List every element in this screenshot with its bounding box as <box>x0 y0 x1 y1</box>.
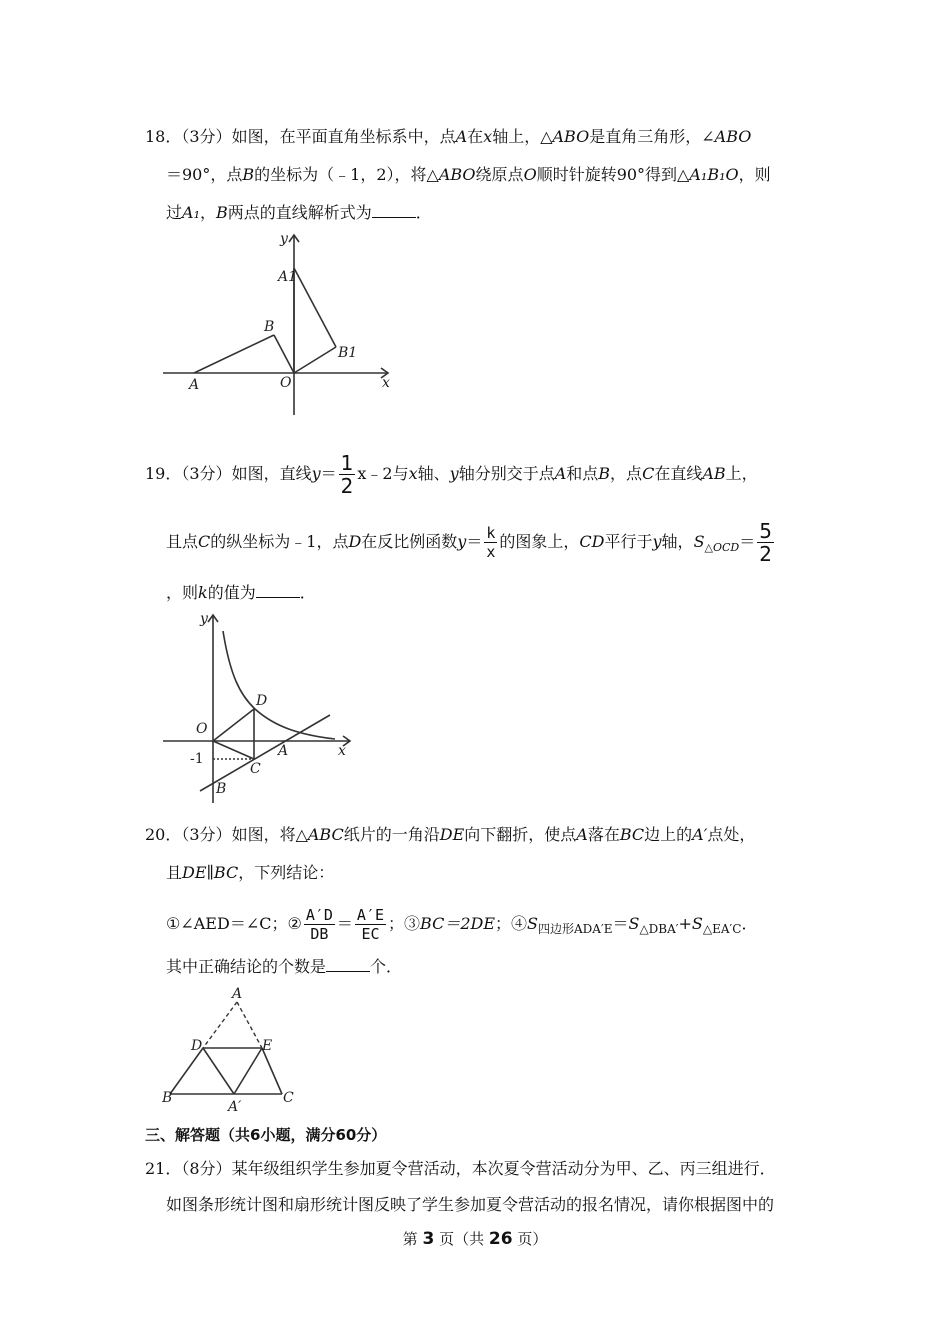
page-footer: 第 3 页（共 26 页） <box>402 1229 548 1249</box>
point-e-label: E <box>262 1038 273 1054</box>
y-axis-label: y <box>200 611 208 627</box>
q20-figure <box>162 984 302 1114</box>
point-a1-label: A1 <box>278 269 298 285</box>
q19-figure <box>160 605 360 805</box>
answer-blank <box>372 203 416 218</box>
point-d-label: D <box>256 693 268 709</box>
q18-figure <box>160 225 400 420</box>
point-d-label: D <box>191 1038 203 1054</box>
origin-label: O <box>280 375 292 391</box>
fraction-k-over-x: $\frac{k}{x}$ <box>486 524 496 561</box>
q18-line2: ＝90°，点B的坐标为（﹣1，2），将△ABO绕原点O顺时针旋转90°得到△A₁B₁O，则 <box>166 165 771 184</box>
answer-blank <box>256 583 300 598</box>
q19-line1: 19．（3分）如图，直线y＝ $\frac{1}{2}$ x﹣2与x轴、y轴分别交于点A和点B，点C在直线AB上， <box>145 451 758 498</box>
x-axis-label: x <box>382 375 390 391</box>
fraction-five-halves: $\frac{5}{2}$ <box>759 519 772 566</box>
minus-one-label: -1 <box>190 751 204 767</box>
point-a-label: A <box>278 743 289 759</box>
x-axis-label: x <box>338 743 346 759</box>
fraction-ad-db: $\frac{A'D}{DB}$ <box>305 906 333 943</box>
point-a-label: A <box>232 986 243 1002</box>
q19-line3: ，则k的值为 ． <box>166 583 316 602</box>
origin-label: O <box>196 721 208 737</box>
total-pages: 26 <box>488 1229 513 1249</box>
q20-line4: 其中正确结论的个数是 个． <box>166 957 403 976</box>
q19-line2: 且点C的纵坐标为﹣1，点D在反比例函数y＝ $\frac{k}{x}$ 的图象上，CD平行于y轴，$S_{\triangle OCD}=$ $\frac{5}{2}$ <box>166 519 772 566</box>
q20-line2: 且DE∥BC，下列结论： <box>166 863 335 882</box>
fraction-one-half: $\frac{1}{2}$ <box>340 451 354 498</box>
q18-line1: 18．（3分）如图，在平面直角坐标系中，点A在x轴上，△ABO是直角三角形，∠ABO <box>145 127 752 146</box>
q21-line1: 21．（8分）某年级组织学生参加夏令营活动，本次夏令营活动分为甲、乙、丙三组进行． <box>145 1159 776 1178</box>
point-c-label: C <box>250 761 261 777</box>
point-c-label: C <box>283 1090 294 1106</box>
y-axis-label: y <box>280 231 288 247</box>
section-heading: 三、解答题（共6小题，满分60分） <box>145 1126 387 1144</box>
point-a-prime-label: A′ <box>228 1099 242 1114</box>
page-number: 3 <box>422 1229 435 1249</box>
fraction-ae-ec: $\frac{A'E}{EC}$ <box>356 906 385 943</box>
point-b-label: B <box>264 319 275 335</box>
point-b-label: B <box>216 781 227 797</box>
q18-line3: 过A₁，B两点的直线解析式为 ． <box>166 203 432 222</box>
q21-line2: 如图条形统计图和扇形统计图反映了学生参加夏令营活动的报名情况，请你根据图中的 <box>166 1195 775 1214</box>
answer-blank <box>326 957 370 972</box>
point-b-label: B <box>162 1090 173 1106</box>
point-a-label: A <box>189 377 200 393</box>
q20-conclusions: ①∠AED＝∠C；② $\frac{A'D}{DB}$ ＝ $\frac{A'E}{EC}$ ；③BC＝2DE；$④S_{四边形ADA'E}=S_{\triangle DBA'}+S_{\triangle EA'C}$． <box>166 906 758 943</box>
point-b1-label: B1 <box>338 345 358 361</box>
q20-line1: 20．（3分）如图，将△ABC纸片的一角沿DE向下翻折，使点A落在BC边上的A′点处， <box>145 825 756 844</box>
